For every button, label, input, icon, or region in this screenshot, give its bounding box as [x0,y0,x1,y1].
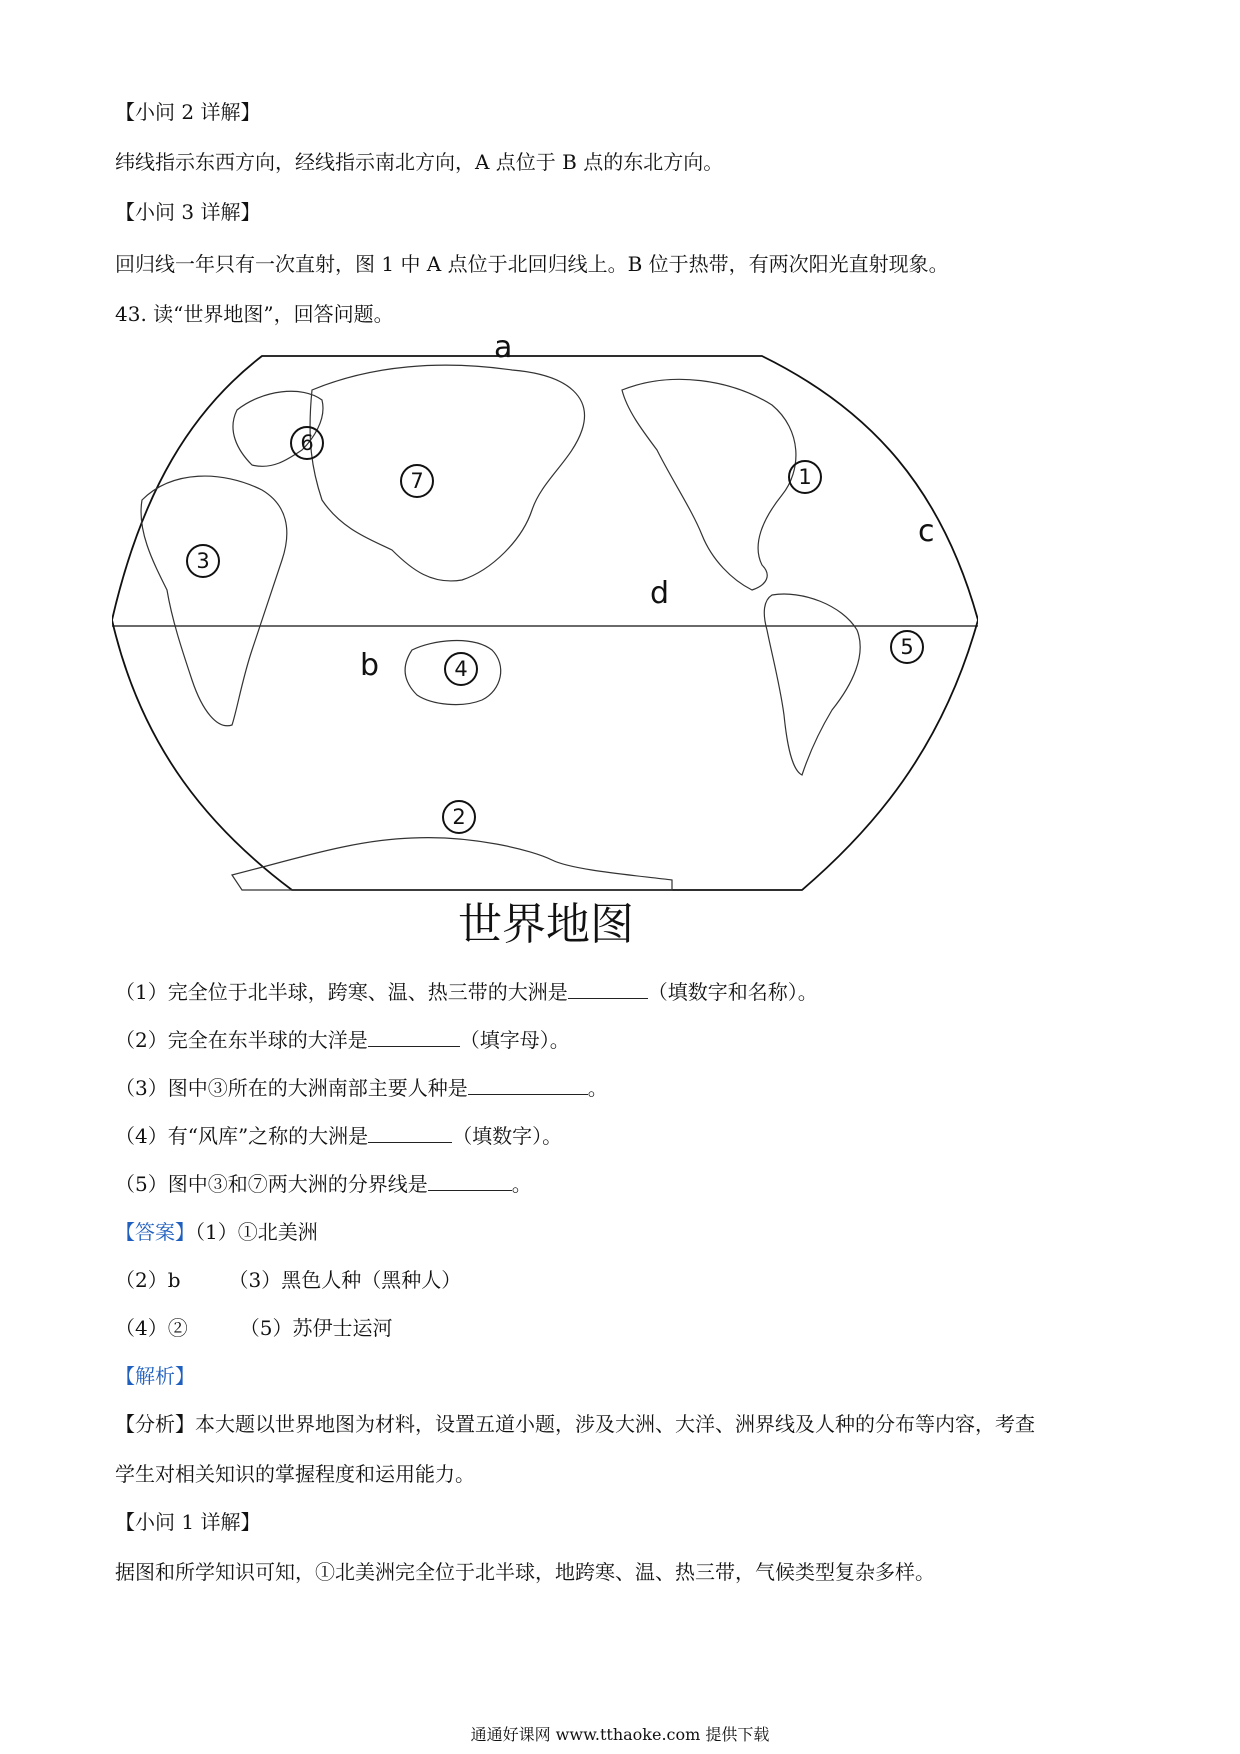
ocean-label-a: a [494,330,513,365]
analysis-line-2: 学生对相关知识的掌握程度和运用能力。 [115,1462,475,1486]
answer-blank[interactable] [428,1170,512,1191]
answer-label: 【答案】 [115,1220,195,1244]
continent-marker-6: 6 [290,426,324,460]
subquestion-3: （3）图中③所在的大洲南部主要人种是 。 [115,1076,608,1100]
answer-2: （2）b [115,1268,181,1292]
ocean-label-b: b [360,648,380,683]
text-q1: 据图和所学知识可知，①北美洲完全位于北半球，地跨寒、温、热三带，气候类型复杂多样。 [115,1560,935,1584]
continent-marker-1: 1 [788,460,822,494]
subquestion-1: （1）完全位于北半球，跨寒、温、热三带的大洲是 （填数字和名称）。 [115,980,818,1004]
answer-5: （5）苏伊士运河 [239,1316,393,1340]
heading-q3: 【小问 3 详解】 [115,200,261,224]
continent-marker-5: 5 [890,630,924,664]
question-intro: 43. 读“世界地图”，回答问题。 [115,302,394,326]
subquestion-5: （5）图中③和⑦两大洲的分界线是 。 [115,1172,532,1196]
footer-text: 通通好课网 www.tthaoke.com 提供下载 [470,1725,770,1744]
continent-marker-3: 3 [186,544,220,578]
answer-1: （1）①北美洲 [195,1220,318,1244]
answer-blank[interactable] [568,978,648,999]
ocean-label-c: c [918,514,935,549]
heading-q2: 【小问 2 详解】 [115,100,261,124]
answer-line-3 [115,1314,392,1342]
answer-line-2 [115,1266,461,1294]
continent-marker-2: 2 [442,800,476,834]
continent-marker-7: 7 [400,464,434,498]
text-q2: 纬线指示东西方向，经线指示南北方向，A 点位于 B 点的东北方向。 [115,150,724,174]
continent-marker-4: 4 [444,652,478,686]
heading-q1: 【小问 1 详解】 [115,1510,261,1534]
map-border [112,356,978,890]
subquestion-2: （2）完全在东半球的大洋是 （填字母）。 [115,1028,570,1052]
answer-4: （4）② [115,1316,188,1340]
answer-blank[interactable] [368,1122,452,1143]
subquestion-4: （4）有“风库”之称的大洲是 （填数字）。 [115,1124,563,1148]
answer-3: （3）黑色人种（黑种人） [228,1268,462,1292]
answer-blank[interactable] [368,1026,460,1047]
world-map-outline [112,350,978,895]
world-map [112,330,978,895]
map-title: 世界地图 [458,899,634,950]
analysis-line-1: 【分析】本大题以世界地图为材料，设置五道小题，涉及大洲、大洋、洲界线及人种的分布等内容，考查 [115,1412,1035,1436]
answer-line-1 [115,1218,318,1246]
text-q3: 回归线一年只有一次直射，图 1 中 A 点位于北回归线上。B 位于热带，有两次阳光直射现象。 [115,252,949,276]
answer-blank[interactable] [468,1074,588,1095]
ocean-label-d: d [650,576,670,611]
analysis-label: 【解析】 [115,1364,195,1388]
